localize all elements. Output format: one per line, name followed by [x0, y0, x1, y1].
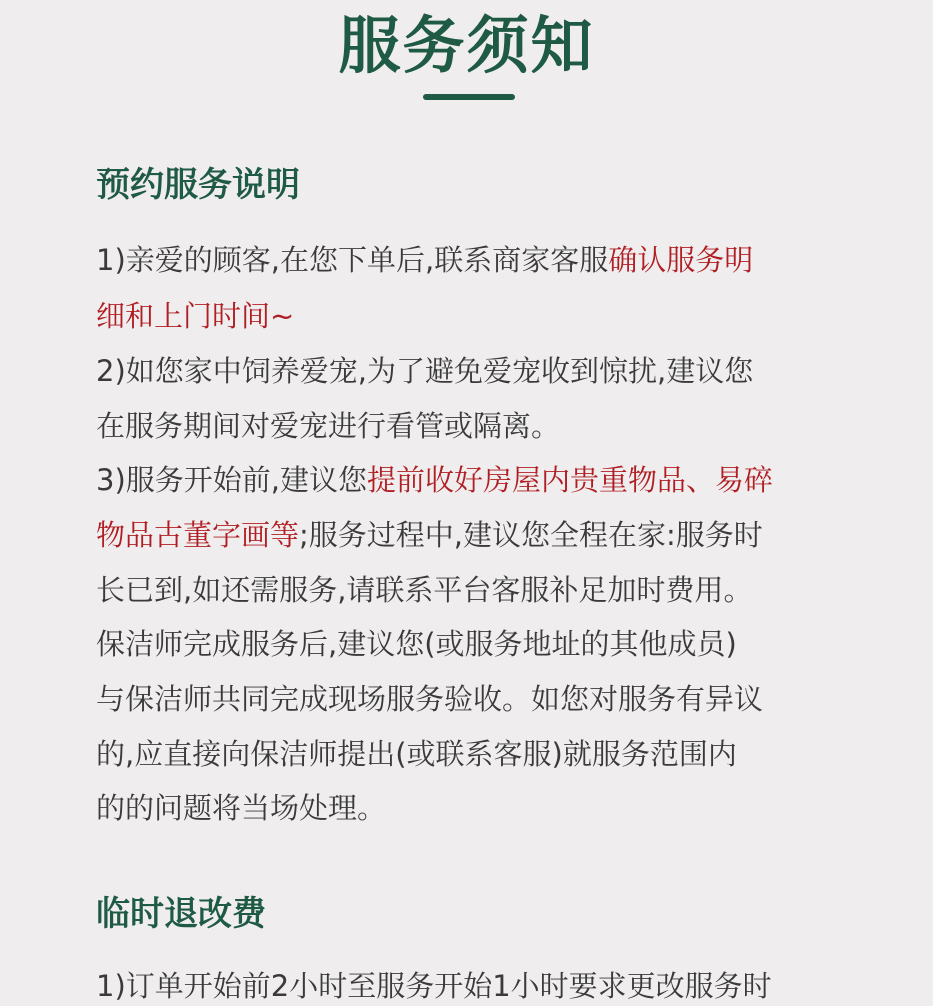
text-segment: 的的问题将当场处理。: [96, 791, 387, 825]
text-segment: ;服务过程中,建议您全程在家:服务时: [299, 518, 763, 552]
paragraph-line: [96, 460, 856, 500]
text-segment: 与保洁师共同完成现场服务验收。如您对服务有异议: [96, 682, 764, 716]
paragraph-line: [96, 351, 856, 391]
text-segment: 的,应直接向保洁师提出(或联系客服)就服务范围内: [96, 737, 737, 771]
paragraph-line: [96, 296, 856, 336]
text-segment: 1)亲爱的顾客,在您下单后,联系商家客服: [96, 243, 609, 277]
paragraph-line: [96, 406, 856, 446]
text-segment: 长已到,如还需服务,请联系平台客服补足加时费用。: [96, 573, 753, 607]
section-heading-change-fee: 临时退改费: [96, 894, 266, 934]
highlight-text: 确认服务明: [608, 243, 754, 277]
text-segment: 2)如您家中饲养爱宠,为了避免爱宠收到惊扰,建议您: [96, 354, 754, 388]
page-title: 服务须知: [338, 9, 595, 82]
highlight-text: 物品古董字画等: [96, 518, 300, 552]
paragraph-line: [96, 734, 856, 774]
highlight-text: 提前收好房屋内贵重物品、易碎: [366, 463, 773, 497]
text-segment: 1)订单开始前2小时至服务开始1小时要求更改服务时: [96, 969, 772, 1003]
highlight-text: 细和上门时间~: [96, 299, 295, 333]
section-heading-booking: 预约服务说明: [96, 165, 300, 205]
text-segment: 3)服务开始前,建议您: [96, 463, 367, 497]
text-segment: 在服务期间对爱宠进行看管或隔离。: [96, 409, 561, 443]
text-segment: 保洁师完成服务后,建议您(或服务地址的其他成员): [96, 627, 737, 661]
title-underline: [423, 94, 515, 100]
paragraph-line: [96, 570, 856, 610]
paragraph-line: [96, 679, 856, 719]
paragraph-line: [96, 966, 856, 1006]
paragraph-line: [96, 624, 856, 664]
paragraph-line: [96, 515, 856, 555]
paragraph-line: [96, 788, 856, 828]
paragraph-line: [96, 240, 856, 280]
